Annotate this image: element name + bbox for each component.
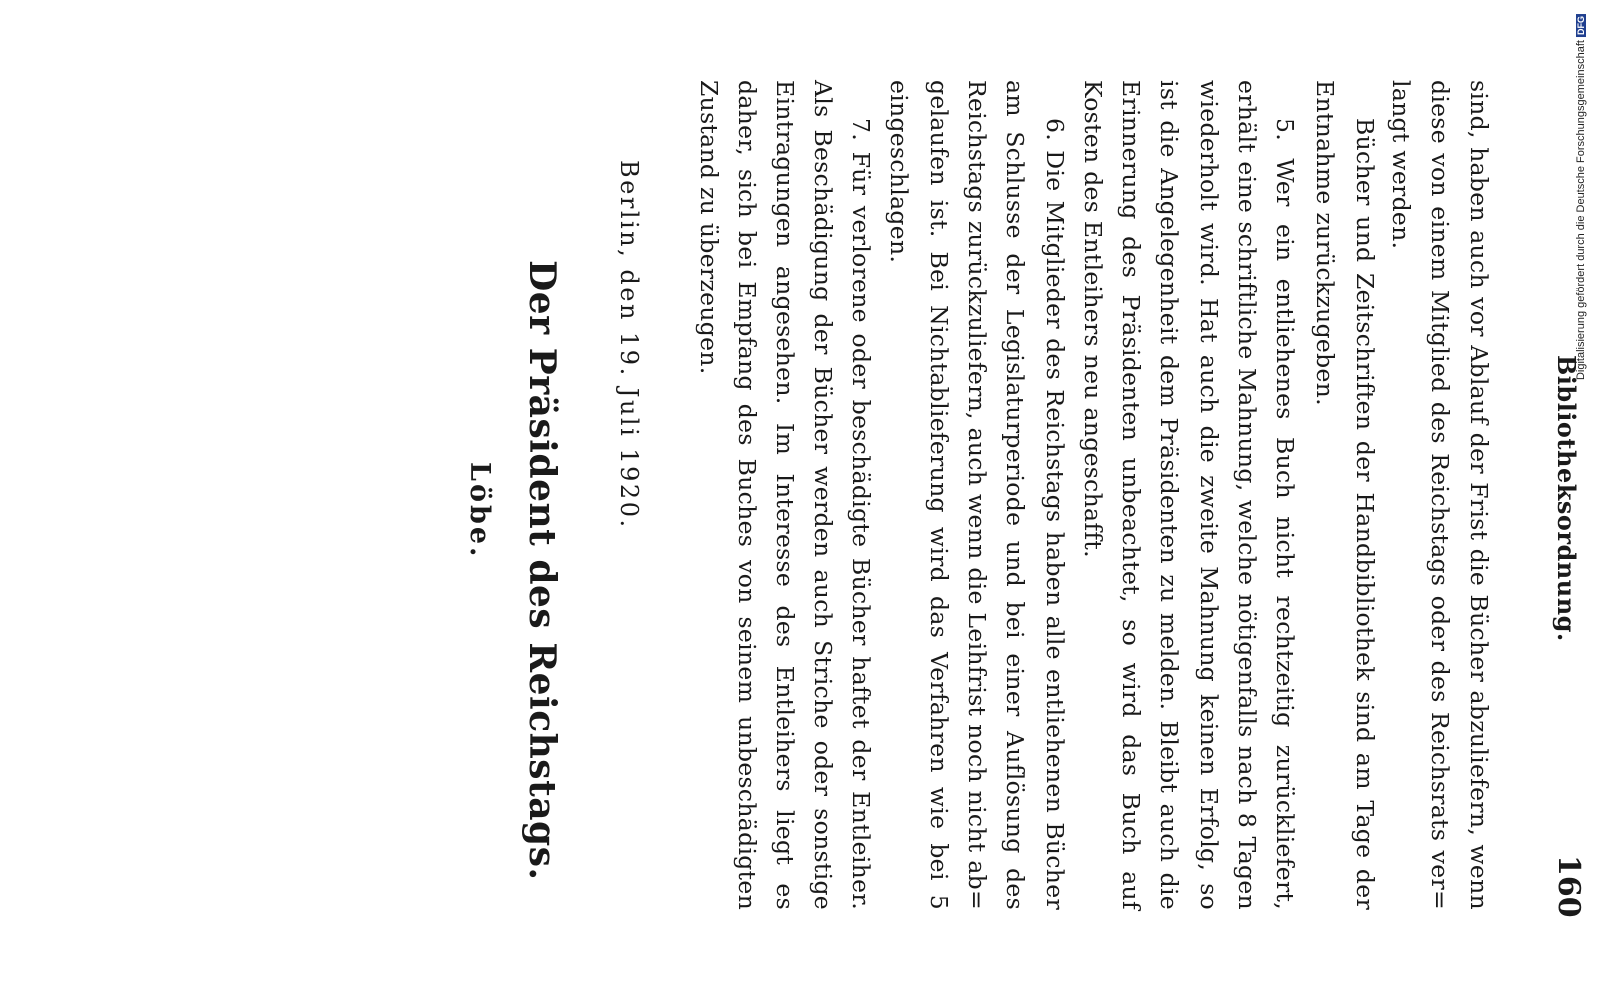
text-line: eingeschlagen. (885, 80, 913, 264)
text-line: Zustand zu überzeugen. (695, 80, 723, 375)
text-line: Eintragungen angesehen. Im Interesse des Entleihers liegt es (771, 80, 799, 910)
text-line: erhält eine schriftliche Mahnung, welche nötigenfalls nach 8 Tagen (1233, 80, 1261, 910)
text-line: sind, haben auch vor Ablauf der Frist die Bücher abzuliefern, wenn (1465, 80, 1493, 910)
text-line: 7. Für verlorene oder beschädigte Bücher haftet der Entleiher. (847, 118, 875, 910)
text-line: Als Beschädigung der Bücher werden auch Striche oder sonstige (809, 80, 837, 910)
text-line: Bücher und Zeitschriften der Handbibliothek sind am Tage der (1351, 118, 1379, 910)
signature-name: Löbe. (464, 462, 495, 560)
page-number: 160 (1551, 855, 1586, 918)
text-line: am Schlusse der Legislaturperiode und bei einer Auflösung des (1001, 80, 1029, 910)
digitization-note (1560, 10, 1590, 390)
text-line: daher, sich bei Empfang des Buches von seinem unbeschädigten (733, 80, 761, 910)
text-line: 6. Die Mitglieder des Reichstags haben alle entliehenen Bücher (1041, 118, 1069, 910)
text-line: wiederholt wird. Hat auch die zweite Mahnung keinen Erfolg, so (1195, 80, 1223, 910)
text-line: ist die Angelegenheit dem Präsidenten zu melden. Bleibt auch die (1155, 80, 1183, 910)
text-line: Entnahme zurückzugeben. (1311, 80, 1339, 406)
text-line: 5. Wer ein entliehenes Buch nicht rechtzeitig zurückliefert, (1271, 118, 1299, 910)
text-line: Kosten des Entleihers neu angeschafft. (1079, 80, 1107, 558)
text-line: Erinnerung des Präsidenten unbeachtet, so wird das Buch auf (1117, 80, 1145, 910)
signature-title: Der Präsident des Reichstags. (521, 260, 563, 881)
text-line: langt werden. (1387, 80, 1415, 250)
dfg-logo: DFG (1576, 16, 1586, 35)
running-title: Bibliotheksordnung. (1552, 355, 1581, 642)
digitization-note-text: Digitalisierung gefördert durch die Deutsche Forschungsgemeinschaft DFG (1575, 16, 1587, 381)
text-line: diese von einem Mitglied des Reichstags oder des Reichsrats ver= (1426, 80, 1454, 910)
text-line: Reichstags zurückzuliefern, auch wenn die Leihfrist noch nicht ab= (963, 80, 991, 910)
text-line: gelaufen ist. Bei Nichtablieferung wird das Verfahren wie bei 5 (925, 80, 953, 910)
dateline: Berlin, den 19. Juli 1920. (615, 160, 643, 530)
